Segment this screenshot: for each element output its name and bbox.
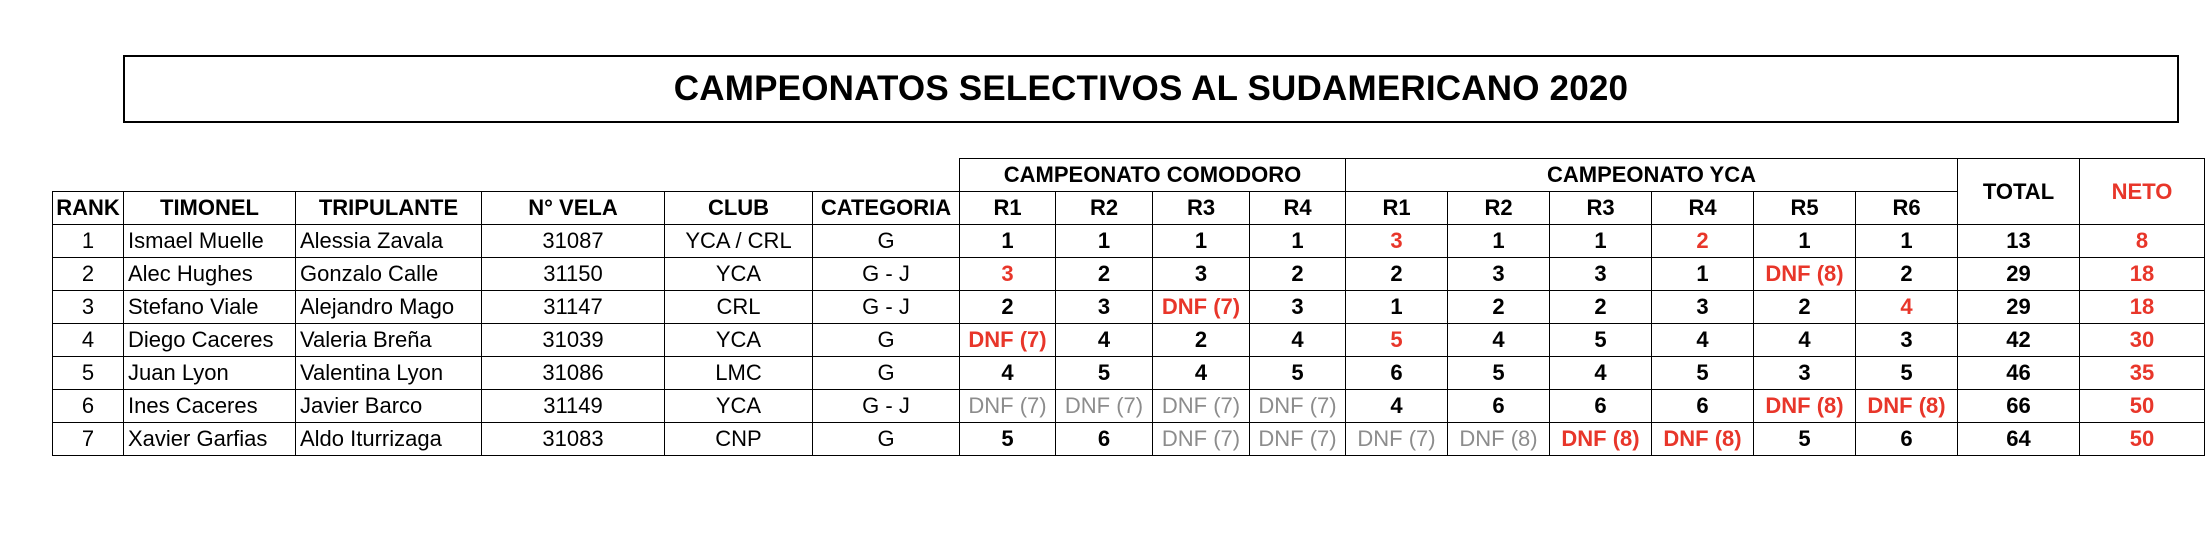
comodoro-r1-cell: DNF (7) [960, 324, 1056, 357]
table-row [53, 258, 2205, 291]
timonel-cell: Diego Caceres [124, 324, 296, 357]
rank-cell: 5 [53, 357, 124, 390]
rank-cell: 7 [53, 423, 124, 456]
comodoro-r4-cell: DNF (7) [1250, 423, 1346, 456]
yca-r4-cell: 6 [1652, 390, 1754, 423]
comodoro-r3-cell: 2 [1153, 324, 1250, 357]
yca-r5-cell: 3 [1754, 357, 1856, 390]
comodoro-r3-cell: 3 [1153, 258, 1250, 291]
header-tripulante: TRIPULANTE [296, 192, 482, 225]
club-cell: YCA [665, 390, 813, 423]
header-club: CLUB [665, 192, 813, 225]
comodoro-r4-cell: DNF (7) [1250, 390, 1346, 423]
header-total: TOTAL [1958, 159, 2080, 225]
table-row [53, 291, 2205, 324]
vela-cell: 31039 [482, 324, 665, 357]
yca-r5-cell: 1 [1754, 225, 1856, 258]
yca-r4-cell: 2 [1652, 225, 1754, 258]
yca-r4-cell: 1 [1652, 258, 1754, 291]
comodoro-r1-cell: 3 [960, 258, 1056, 291]
club-cell: YCA [665, 324, 813, 357]
yca-r1-cell: DNF (7) [1346, 423, 1448, 456]
comodoro-r1-cell: 4 [960, 357, 1056, 390]
header-timonel: TIMONEL [124, 192, 296, 225]
tripulante-cell: Alejandro Mago [296, 291, 482, 324]
yca-r6-cell: DNF (8) [1856, 390, 1958, 423]
yca-r2-cell: 6 [1448, 390, 1550, 423]
yca-r6-cell: 3 [1856, 324, 1958, 357]
neto-cell: 8 [2080, 225, 2205, 258]
comodoro-r4-cell: 3 [1250, 291, 1346, 324]
categoria-cell: G [813, 225, 960, 258]
yca-r3-cell: 6 [1550, 390, 1652, 423]
comodoro-r2-cell: 2 [1056, 258, 1153, 291]
yca-r3-cell: 2 [1550, 291, 1652, 324]
yca-r1-cell: 5 [1346, 324, 1448, 357]
yca-r6-cell: 1 [1856, 225, 1958, 258]
yca-r6-cell: 5 [1856, 357, 1958, 390]
tripulante-cell: Aldo Iturrizaga [296, 423, 482, 456]
yca-r3-cell: 1 [1550, 225, 1652, 258]
tripulante-cell: Alessia Zavala [296, 225, 482, 258]
total-cell: 29 [1958, 291, 2080, 324]
comodoro-r2-cell: DNF (7) [1056, 390, 1153, 423]
header-comodoro-r3: R3 [1153, 192, 1250, 225]
header-yca-r4: R4 [1652, 192, 1754, 225]
neto-cell: 50 [2080, 423, 2205, 456]
yca-r3-cell: 3 [1550, 258, 1652, 291]
yca-r4-cell: DNF (8) [1652, 423, 1754, 456]
comodoro-r3-cell: DNF (7) [1153, 423, 1250, 456]
yca-r1-cell: 4 [1346, 390, 1448, 423]
results-table [52, 158, 2205, 456]
group-header-row [53, 159, 2205, 192]
yca-r5-cell: 4 [1754, 324, 1856, 357]
timonel-cell: Ismael Muelle [124, 225, 296, 258]
header-categoria: CATEGORIA [813, 192, 960, 225]
timonel-cell: Stefano Viale [124, 291, 296, 324]
neto-cell: 18 [2080, 291, 2205, 324]
table-row [53, 390, 2205, 423]
yca-r2-cell: 3 [1448, 258, 1550, 291]
comodoro-r2-cell: 4 [1056, 324, 1153, 357]
table-row [53, 324, 2205, 357]
yca-r1-cell: 1 [1346, 291, 1448, 324]
comodoro-r4-cell: 4 [1250, 324, 1346, 357]
header-comodoro-r4: R4 [1250, 192, 1346, 225]
yca-r2-cell: 2 [1448, 291, 1550, 324]
comodoro-r3-cell: DNF (7) [1153, 390, 1250, 423]
timonel-cell: Juan Lyon [124, 357, 296, 390]
header-neto: NETO [2080, 159, 2205, 225]
comodoro-r3-cell: DNF (7) [1153, 291, 1250, 324]
vela-cell: 31150 [482, 258, 665, 291]
header-comodoro-r1: R1 [960, 192, 1056, 225]
rank-cell: 1 [53, 225, 124, 258]
group-comodoro: CAMPEONATO COMODORO [960, 159, 1346, 192]
tripulante-cell: Valentina Lyon [296, 357, 482, 390]
results-body [53, 225, 2205, 456]
comodoro-r1-cell: 5 [960, 423, 1056, 456]
neto-cell: 35 [2080, 357, 2205, 390]
total-cell: 29 [1958, 258, 2080, 291]
timonel-cell: Alec Hughes [124, 258, 296, 291]
header-yca-r5: R5 [1754, 192, 1856, 225]
yca-r5-cell: DNF (8) [1754, 258, 1856, 291]
tripulante-cell: Javier Barco [296, 390, 482, 423]
categoria-cell: G [813, 423, 960, 456]
club-cell: CNP [665, 423, 813, 456]
header-yca-r3: R3 [1550, 192, 1652, 225]
header-comodoro-r2: R2 [1056, 192, 1153, 225]
rank-cell: 4 [53, 324, 124, 357]
header-yca-r6: R6 [1856, 192, 1958, 225]
table-row [53, 423, 2205, 456]
vela-cell: 31087 [482, 225, 665, 258]
total-cell: 42 [1958, 324, 2080, 357]
comodoro-r4-cell: 5 [1250, 357, 1346, 390]
yca-r2-cell: 4 [1448, 324, 1550, 357]
vela-cell: 31147 [482, 291, 665, 324]
yca-r5-cell: DNF (8) [1754, 390, 1856, 423]
group-yca: CAMPEONATO YCA [1346, 159, 1958, 192]
comodoro-r2-cell: 6 [1056, 423, 1153, 456]
header-vela: N° VELA [482, 192, 665, 225]
yca-r2-cell: DNF (8) [1448, 423, 1550, 456]
header-yca-r2: R2 [1448, 192, 1550, 225]
categoria-cell: G - J [813, 258, 960, 291]
title-box [123, 55, 2179, 123]
yca-r4-cell: 3 [1652, 291, 1754, 324]
yca-r6-cell: 4 [1856, 291, 1958, 324]
timonel-cell: Ines Caceres [124, 390, 296, 423]
rank-cell: 2 [53, 258, 124, 291]
categoria-cell: G [813, 324, 960, 357]
comodoro-r2-cell: 1 [1056, 225, 1153, 258]
yca-r3-cell: 5 [1550, 324, 1652, 357]
yca-r5-cell: 2 [1754, 291, 1856, 324]
yca-r2-cell: 1 [1448, 225, 1550, 258]
club-cell: CRL [665, 291, 813, 324]
table-row [53, 357, 2205, 390]
tripulante-cell: Gonzalo Calle [296, 258, 482, 291]
yca-r6-cell: 2 [1856, 258, 1958, 291]
categoria-cell: G - J [813, 291, 960, 324]
yca-r6-cell: 6 [1856, 423, 1958, 456]
timonel-cell: Xavier Garfias [124, 423, 296, 456]
neto-cell: 50 [2080, 390, 2205, 423]
club-cell: LMC [665, 357, 813, 390]
total-cell: 13 [1958, 225, 2080, 258]
comodoro-r4-cell: 2 [1250, 258, 1346, 291]
page-title: CAMPEONATOS SELECTIVOS AL SUDAMERICANO 2020 [673, 69, 1629, 108]
total-cell: 64 [1958, 423, 2080, 456]
yca-r4-cell: 5 [1652, 357, 1754, 390]
yca-r2-cell: 5 [1448, 357, 1550, 390]
vela-cell: 31086 [482, 357, 665, 390]
header-rank: RANK [53, 192, 124, 225]
table-row [53, 225, 2205, 258]
column-header-row [53, 192, 2205, 225]
total-cell: 46 [1958, 357, 2080, 390]
yca-r1-cell: 3 [1346, 225, 1448, 258]
rank-cell: 6 [53, 390, 124, 423]
comodoro-r2-cell: 3 [1056, 291, 1153, 324]
yca-r4-cell: 4 [1652, 324, 1754, 357]
comodoro-r3-cell: 1 [1153, 225, 1250, 258]
comodoro-r1-cell: 2 [960, 291, 1056, 324]
comodoro-r4-cell: 1 [1250, 225, 1346, 258]
yca-r1-cell: 2 [1346, 258, 1448, 291]
neto-cell: 18 [2080, 258, 2205, 291]
categoria-cell: G - J [813, 390, 960, 423]
yca-r1-cell: 6 [1346, 357, 1448, 390]
yca-r3-cell: DNF (8) [1550, 423, 1652, 456]
yca-r3-cell: 4 [1550, 357, 1652, 390]
vela-cell: 31083 [482, 423, 665, 456]
comodoro-r3-cell: 4 [1153, 357, 1250, 390]
comodoro-r1-cell: DNF (7) [960, 390, 1056, 423]
club-cell: YCA / CRL [665, 225, 813, 258]
categoria-cell: G [813, 357, 960, 390]
vela-cell: 31149 [482, 390, 665, 423]
neto-cell: 30 [2080, 324, 2205, 357]
header-yca-r1: R1 [1346, 192, 1448, 225]
comodoro-r1-cell: 1 [960, 225, 1056, 258]
comodoro-r2-cell: 5 [1056, 357, 1153, 390]
yca-r5-cell: 5 [1754, 423, 1856, 456]
tripulante-cell: Valeria Breña [296, 324, 482, 357]
club-cell: YCA [665, 258, 813, 291]
total-cell: 66 [1958, 390, 2080, 423]
rank-cell: 3 [53, 291, 124, 324]
